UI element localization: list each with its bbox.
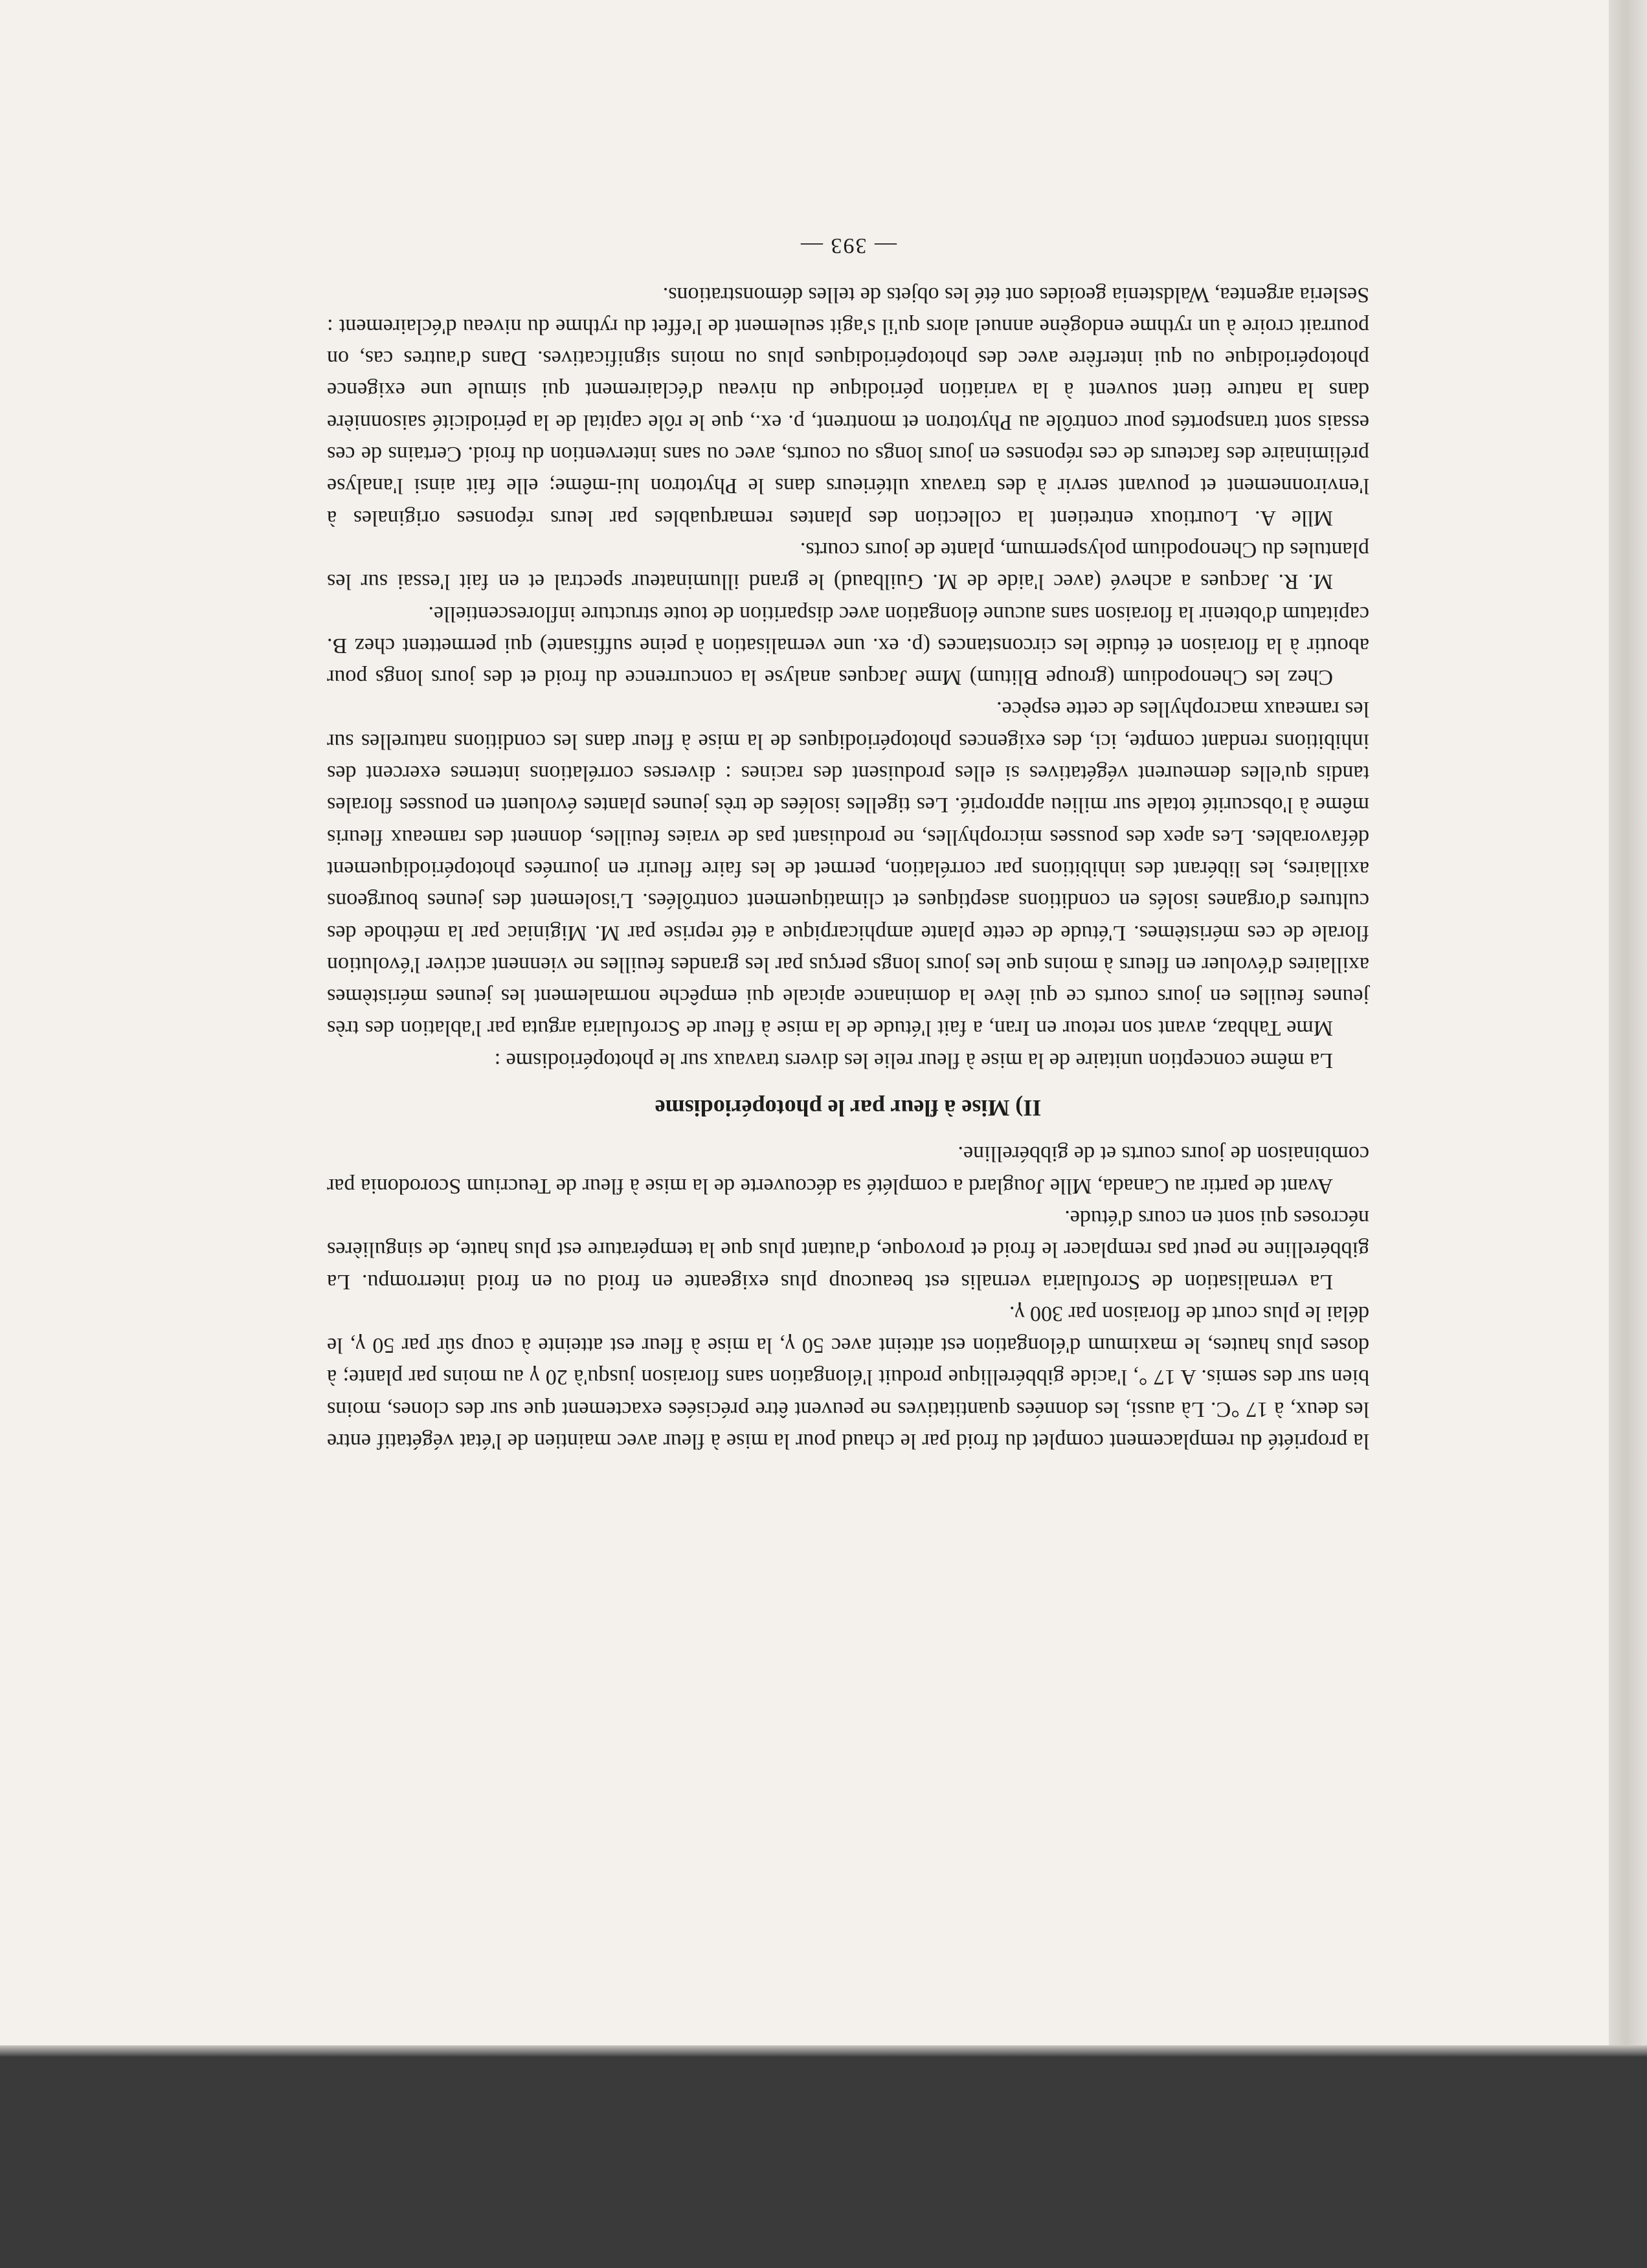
paragraph-3: Avant de partir au Canada, Mlle Jouglard a complété sa découverte de la mise à fleur de Teucrium Scorodonia par combinaison de jours courts et de gibbérelline.	[327, 1142, 1369, 1198]
rotated-text-block	[327, 230, 1369, 1457]
paragraph-6: Chez les Chenopodium (groupe Blitum) Mme Jacques analyse la concurrence du froid et des jours longs pour aboutir à la floraison et étudie les circonstances (p. ex. une vernalisation à peine suffisante) qui permettent chez B. capitatum d'obtenir la floraison sans aucune élongation avec disparition de toute structure inflorescentielle.	[327, 601, 1369, 690]
paragraph-8: Mlle A. Lourtioux entretient la collection des plantes remarquables par leurs réponses originales à l'environnement et pouvant servir à des travaux ultérieurs dans le Phytotron lui-même; elle fait ainsi l'analyse préliminaire des facteurs de ces réponses en jours longs ou courts, avec ou sans intervention du froid. Certains de ces essais sont transportés pour contrôle au Phytotron et montrent, p. ex., que le rôle capital de la périodicité saisonnière dans la nature tient souvent à la variation périodique du niveau d'éclairement qui simule une exigence photopériodique ou qui interfère avec des photopériodiques plus ou moins significatives. Dans d'autres cas, on pourrait croire à un rythme endogène annuel alors qu'il s'agit seulement de l'effet du rythme du niveau d'éclairement : Sesleria argentea, Waldstenia geoides ont été les objets de telles démonstrations.	[327, 282, 1369, 530]
paragraph-7: M. R. Jacques a achevé (avec l'aide de M. Guilbaud) le grand illuminateur spectral et en fait l'essai sur les plantules du Chenopodium polyspermum, plante de jours courts.	[327, 537, 1369, 594]
page-number: — 393 —	[800, 234, 897, 258]
section-heading: II) Mise à fleur par le photopériodisme	[655, 1095, 1042, 1122]
page-bottom-shadow	[0, 2045, 1647, 2057]
paragraph-2: La vernalisation de Scrofularia vernalis est beaucoup plus exigeante en froid ou en froid interrompu. La gibbérelline ne peut pas remplacer le froid et provoque, d'autant plus que la température est plus haute, de singulières nécroses qui sont en cours d'étude.	[327, 1205, 1369, 1294]
paragraph-5: Mme Tahbaz, avant son retour en Iran, a fait l'étude de la mise à fleur de Scrofularia arguta par l'ablation des très jeunes feuilles en jours courts ce qui lève la dominance apicale qui empêche normalement les jeunes méristèmes axillaires d'évoluer en fleurs à moins que les jours longs perçus par les grandes feuilles ne viennent activer l'évolution florale de ces méristèmes. L'étude de cette plante amphicarpique a été reprise par M. Miginiac par la méthode des cultures d'organes isolés en conditions aseptiques et climatiquement contrôlées. L'isolement des jeunes bourgeons axillaires, les libérant des inhibitions par corrélation, permet de les faire fleurir en journées photopériodiquement défavorables. Les apex des pousses microphylles, ne produisant pas de vraies feuilles, donnent des rameaux fleuris même à l'obscurité totale sur milieu approprié. Les tigelles isolées de très jeunes plantes évoluent en pousses florales tandis qu'elles demeurent végétatives si elles produisent des racines : diverses corrélations internes exercent des inhibitions rendant compte, ici, des exigences photopériodiques de la mise à fleur dans les conditions naturelles sur les rameaux macrophylles de cette espèce.	[327, 697, 1369, 1041]
paragraph-1: la propriété du remplacement complet du froid par le chaud pour la mise à fleur avec maintien de l'état végétatif entre les deux, à 17 °C. Là aussi, les données quantitatives ne peuvent être précisées exactement que sur des clones, moins bien sur des semis. A 17 °, l'acide gibbérellique produit l'élongation sans floraison jusqu'à 20 γ au moins par plante; à doses plus hautes, le maximum d'élongation est atteint avec 50 γ, la mise à fleur est atteinte à coup sûr par 50 γ, le délai le plus court de floraison par 300 γ.	[327, 1301, 1369, 1453]
page-stack-edge	[1609, 0, 1647, 2055]
paragraph-4: La même conception unitaire de la mise à fleur relie les divers travaux sur le photopériodisme :	[494, 1048, 1333, 1073]
